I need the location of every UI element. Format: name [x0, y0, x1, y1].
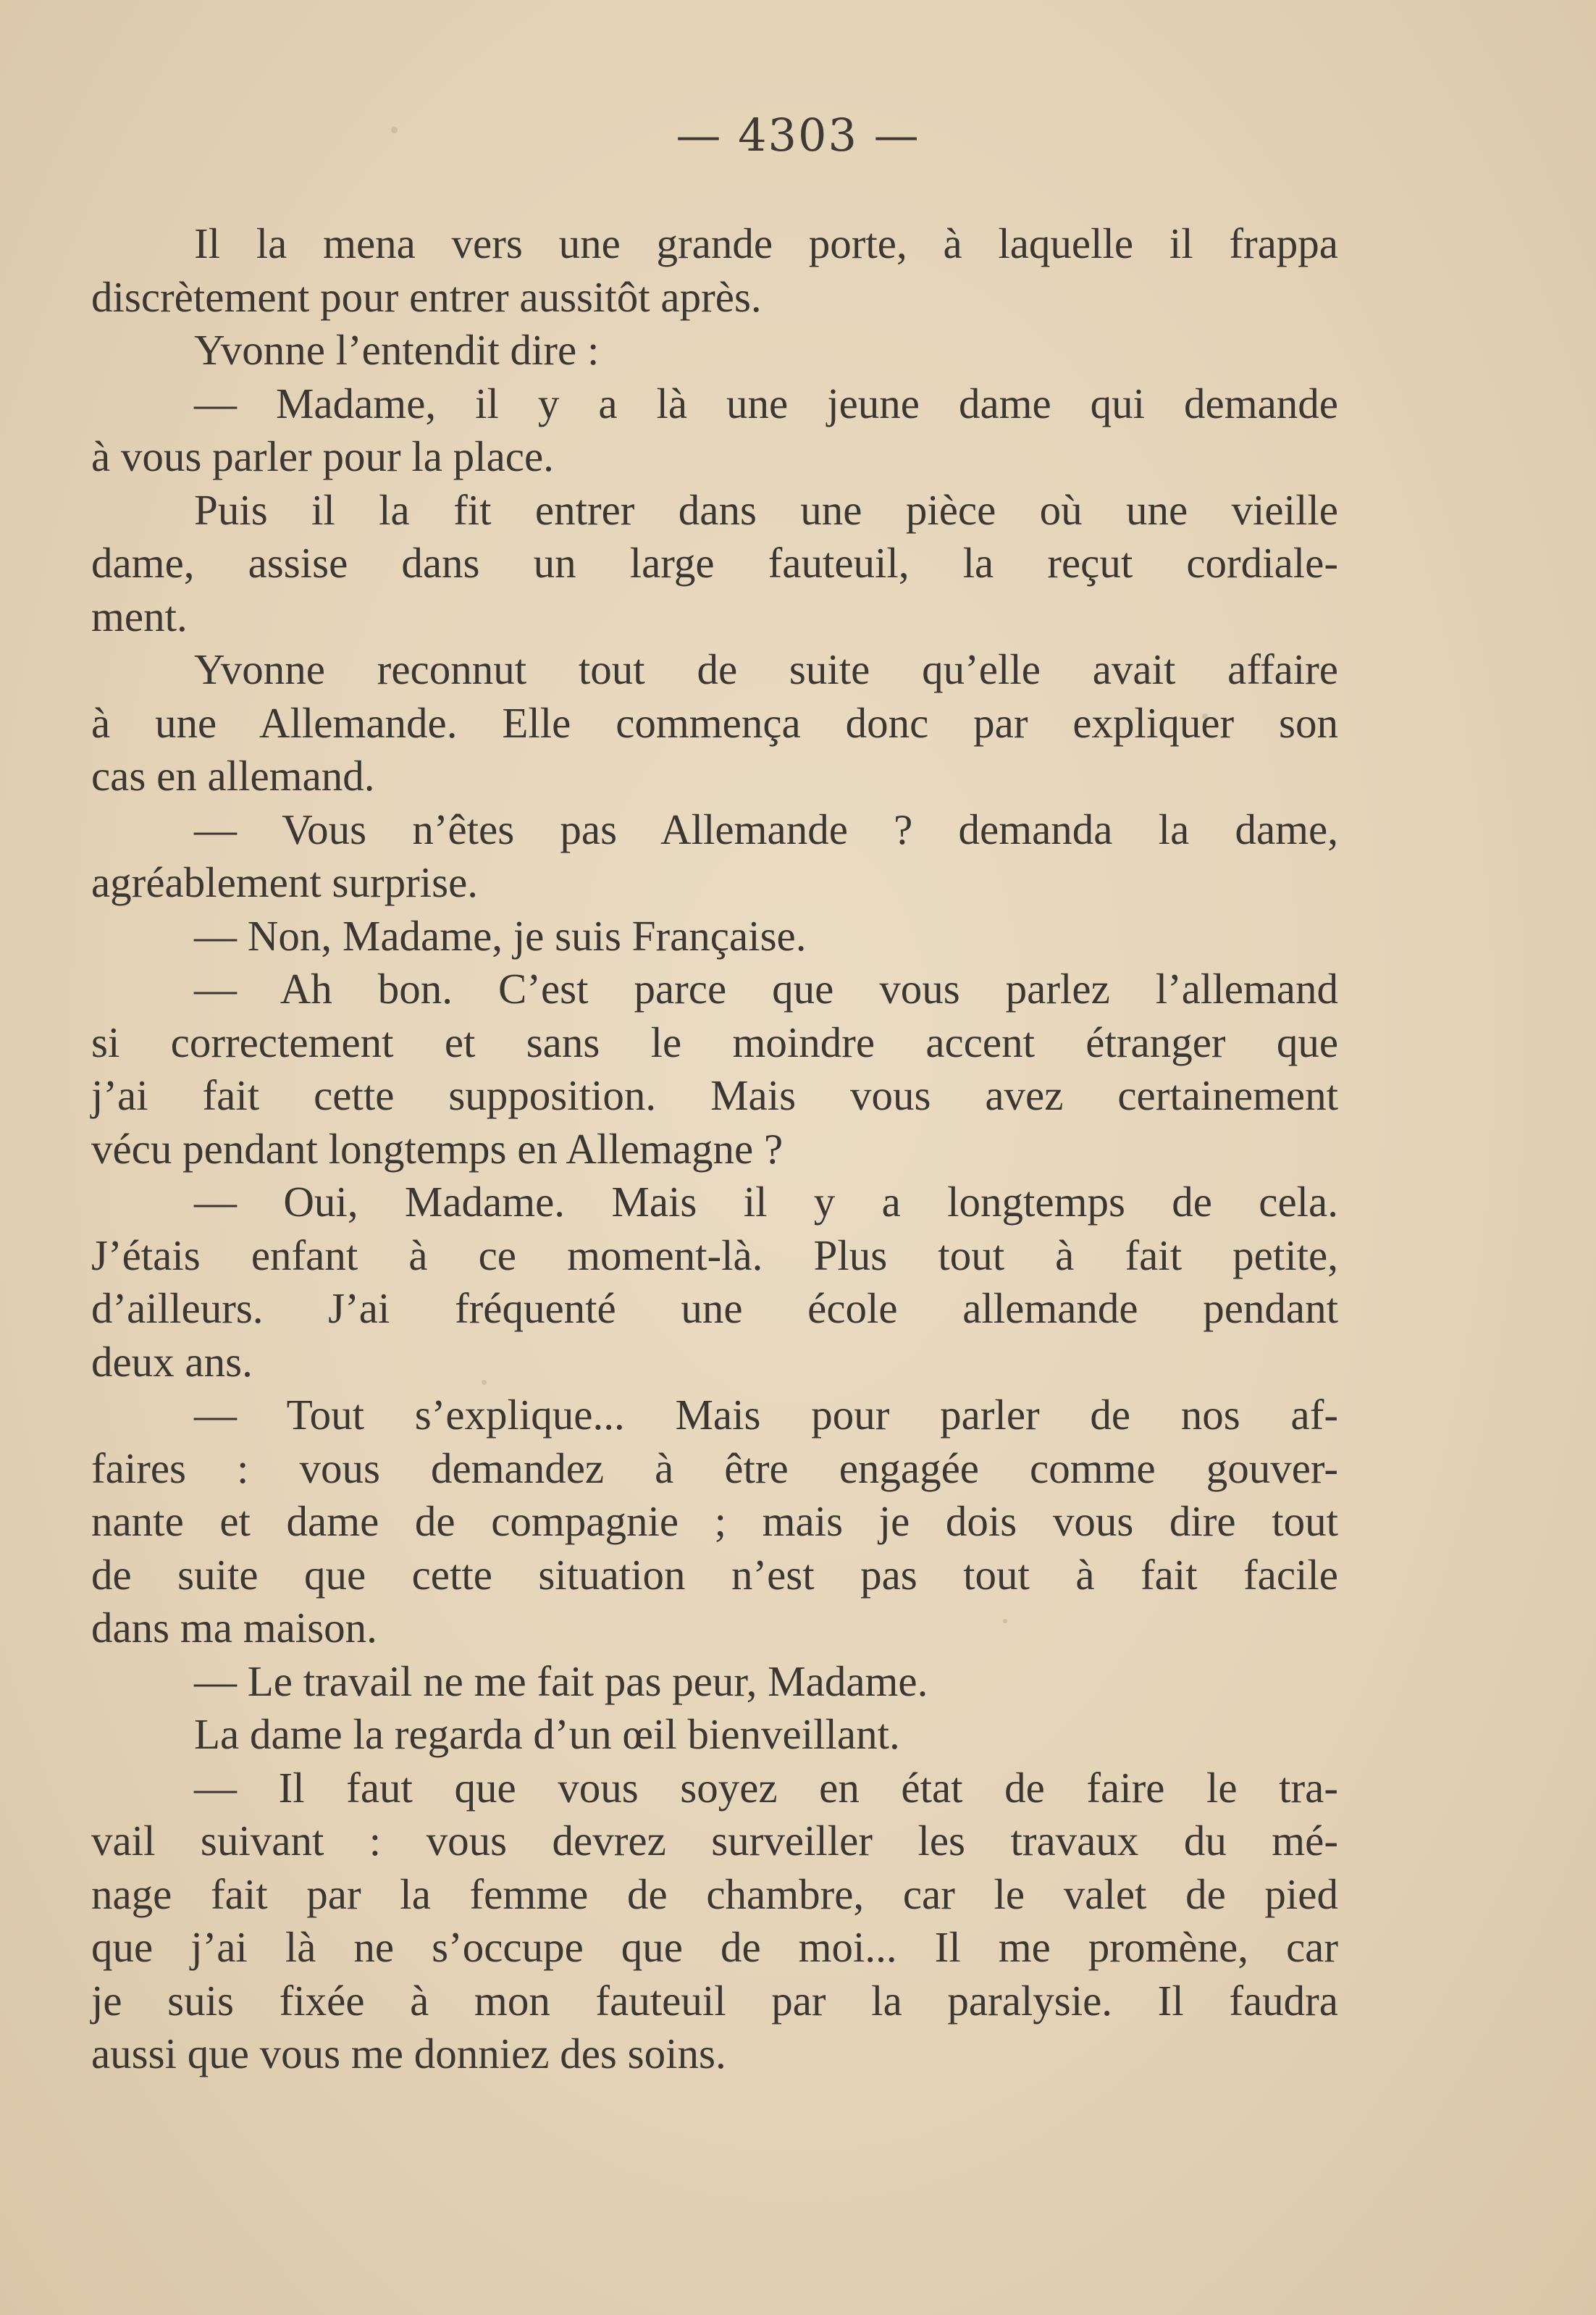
text-line: — Vous n’êtes pas Allemande ? demanda la dame, [194, 805, 1338, 853]
text-line: Yvonne reconnut tout de suite qu’elle avait affaire [194, 645, 1338, 693]
text-line: je suis fixée à mon fauteuil par la paralysie. Il faudra [91, 1976, 1338, 2025]
text-line: — Non, Madame, je suis Française. [194, 911, 807, 960]
text-line: dame, assise dans un large fauteuil, la reçut cordiale- [91, 539, 1338, 587]
text-line: nage fait par la femme de chambre, car le valet de pied [91, 1870, 1338, 1918]
text-line: — Il faut que vous soyez en état de faire le tra- [194, 1763, 1338, 1812]
text-line: à une Allemande. Elle commença donc par expliquer son [91, 698, 1338, 747]
body-text [91, 217, 1338, 2081]
text-line: discrètement pour entrer aussitôt après. [91, 272, 762, 321]
text-line: deux ans. [91, 1337, 253, 1386]
text-line: — Ah bon. C’est parce que vous parlez l’allemand [194, 965, 1338, 1013]
text-line: j’ai fait cette supposition. Mais vous avez certainement [91, 1071, 1338, 1119]
text-line: vécu pendant longtemps en Allemagne ? [91, 1124, 784, 1173]
page-number-header: — 4303 — [676, 109, 920, 162]
text-line: Il la mena vers une grande porte, à laquelle il frappa [194, 219, 1338, 267]
text-line: aussi que vous me donniez des soins. [91, 2030, 726, 2077]
text-line: à vous parler pour la place. [91, 432, 554, 480]
text-line: — Le travail ne me fait pas peur, Madame. [194, 1657, 928, 1705]
text-line: vail suivant : vous devrez surveiller les travaux du mé- [91, 1817, 1338, 1864]
text-line: d’ailleurs. J’ai fréquenté une école allemande pendant [91, 1284, 1338, 1332]
text-line: de suite que cette situation n’est pas tout à fait facile [91, 1550, 1338, 1599]
text-line: — Madame, il y a là une jeune dame qui demande [194, 379, 1338, 427]
text-line: Puis il la fit entrer dans une pièce où une vieille [194, 485, 1338, 534]
text-line: si correctement et sans le moindre accent étranger que [91, 1018, 1338, 1066]
text-line: nante et dame de compagnie ; mais je dois vous dire tout [91, 1497, 1338, 1545]
text-line: — Tout s’explique... Mais pour parler de nos af- [194, 1391, 1338, 1439]
text-line: La dame la regarda d’un œil bienveillant. [194, 1710, 900, 1758]
text-line: — Oui, Madame. Mais il y a longtemps de cela. [194, 1178, 1338, 1226]
text-line: dans ma maison. [91, 1604, 377, 1652]
text-line: que j’ai là ne s’occupe que de moi... Il me promène, car [91, 1923, 1338, 1971]
text-line: ment. [91, 592, 188, 640]
text-line: faires : vous demandez à être engagée comme gouver- [91, 1444, 1338, 1492]
text-line: cas en allemand. [91, 752, 375, 800]
text-line: Yvonne l’entendit dire : [194, 326, 600, 374]
text-line: J’étais enfant à ce moment-là. Plus tout à fait petite, [91, 1231, 1338, 1279]
text-line: agréablement surprise. [91, 858, 479, 906]
